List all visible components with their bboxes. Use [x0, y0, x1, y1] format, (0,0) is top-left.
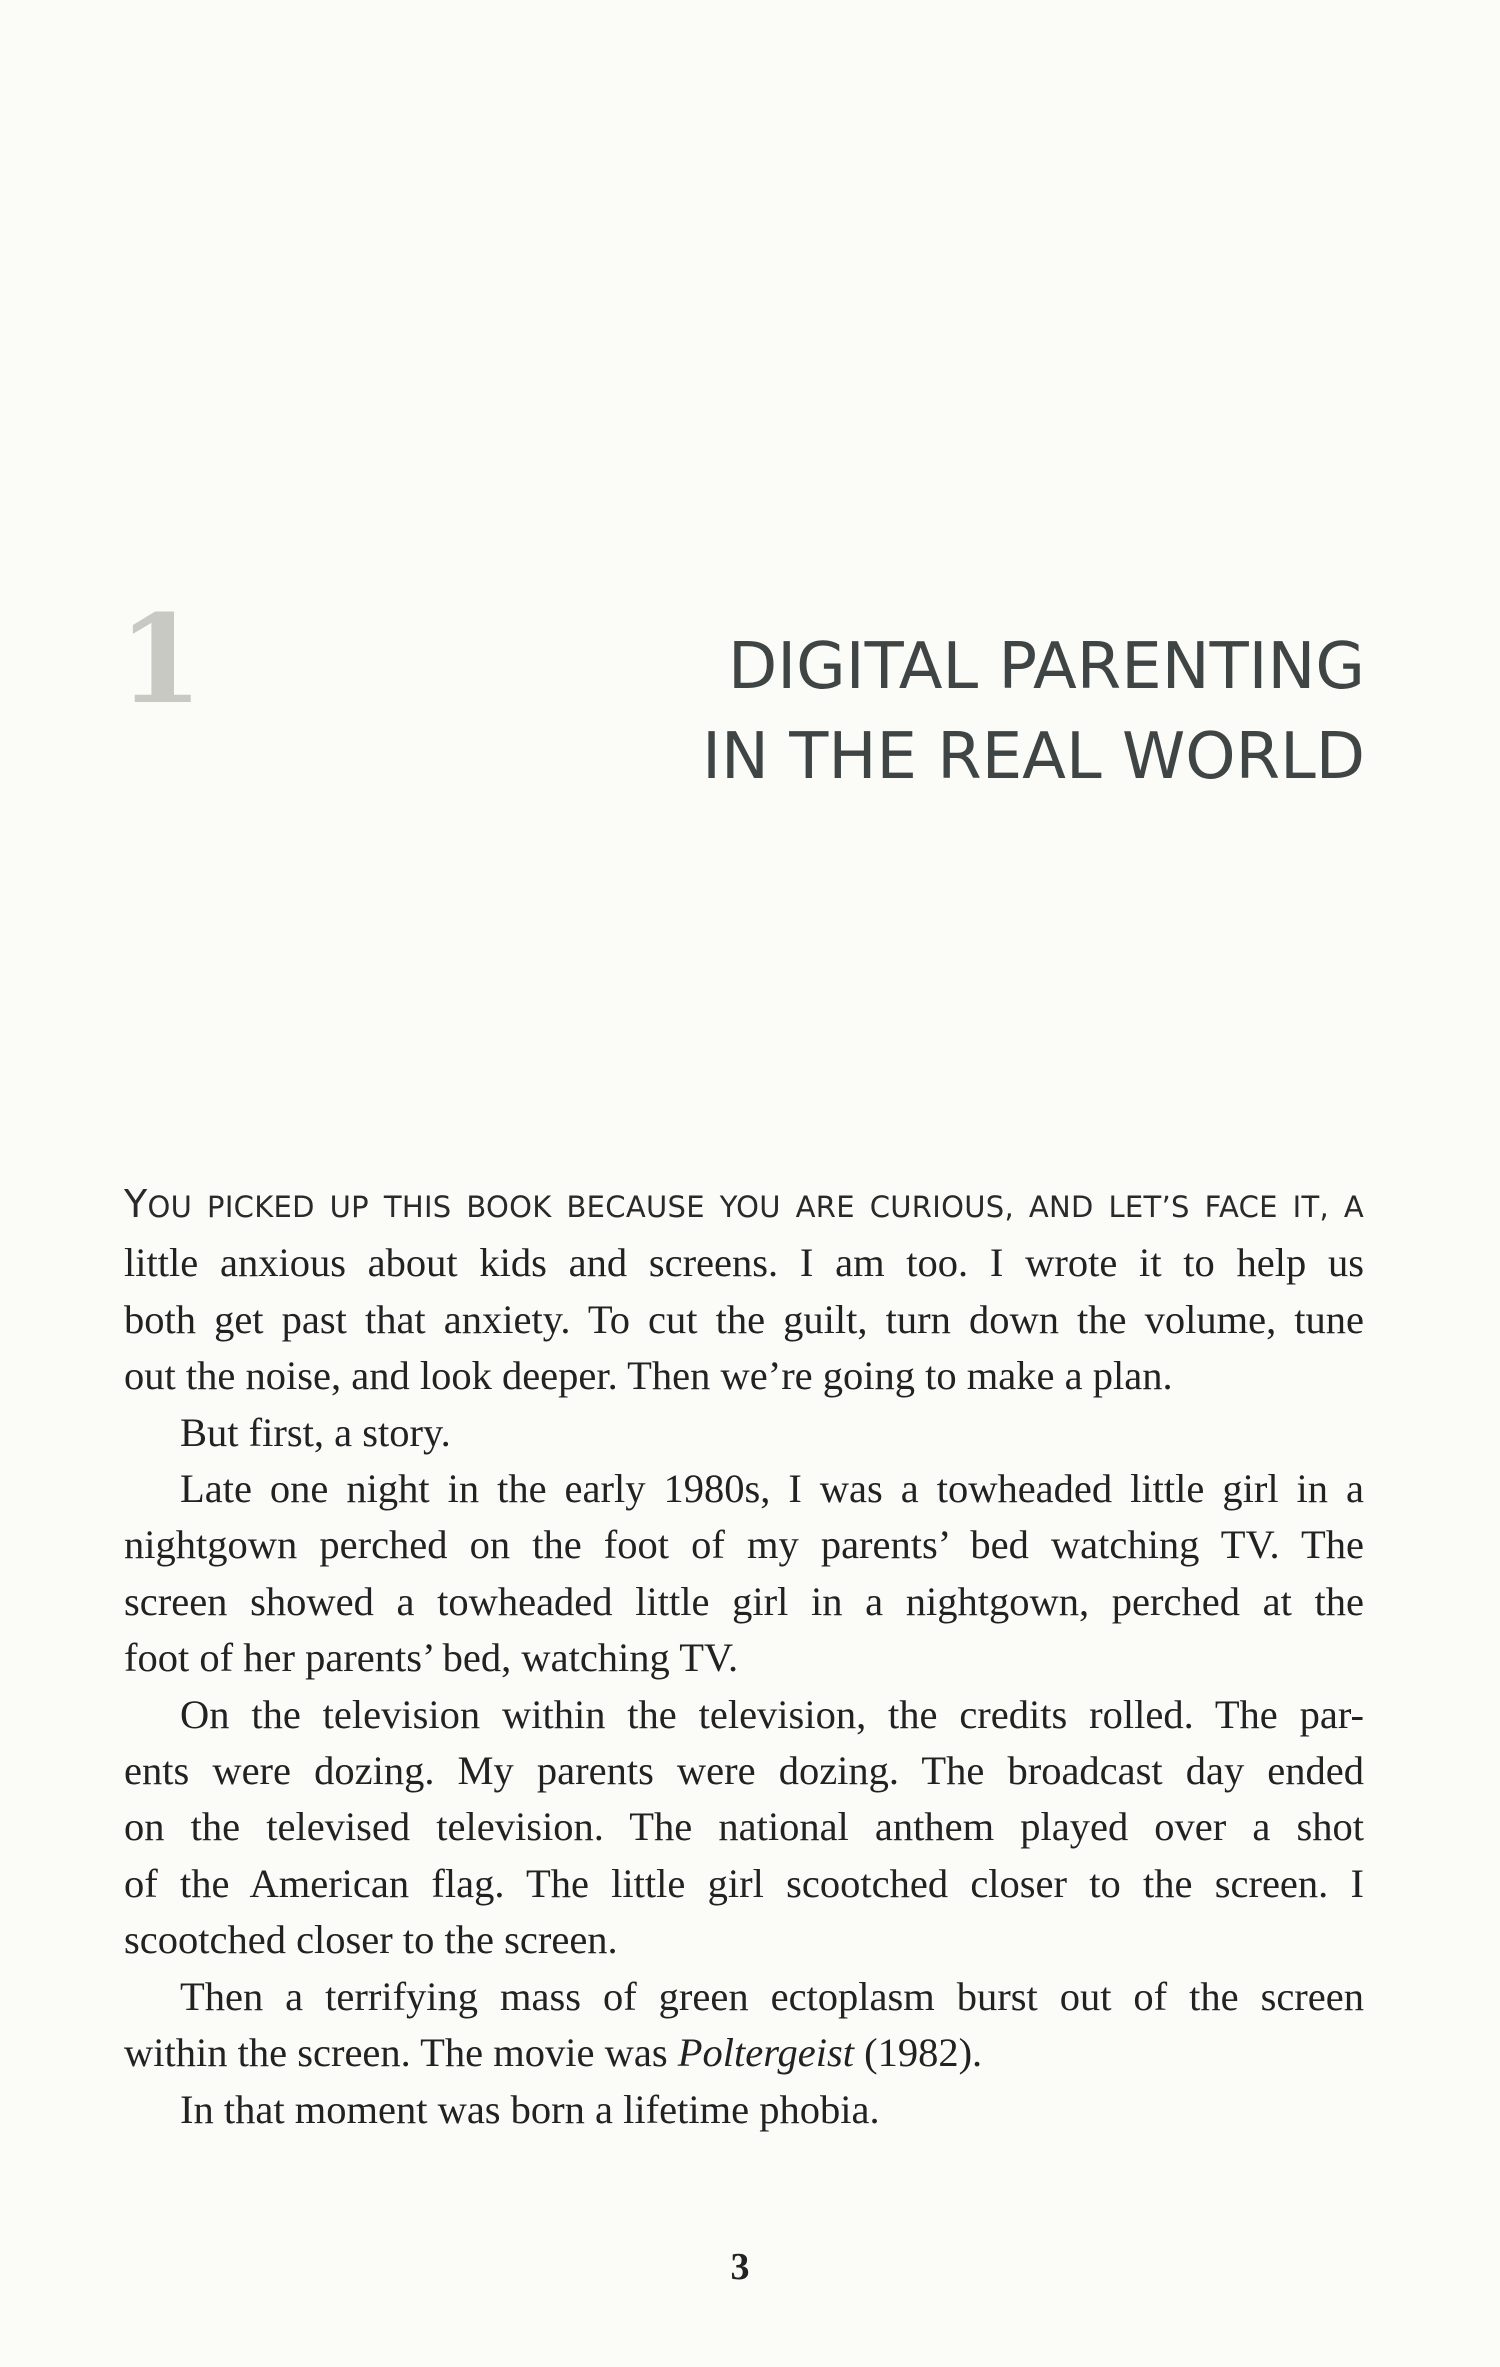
lead-in-smallcaps: OU PICKED UP THIS BOOK BECAUSE YOU ARE CURIOUS, AND LET’S FACE IT, A	[147, 1190, 1364, 1224]
text-line: Then a terrifying mass of green ectoplasm burst out of the screen	[180, 1973, 1364, 2019]
lead-in-line	[124, 1176, 1364, 1235]
chapter-number: 1	[118, 587, 203, 731]
text-line: But first, a story.	[180, 1409, 451, 1455]
text-line-with-title	[124, 2025, 1364, 2081]
text-line: on the televised television. The national anthem played over a shot	[124, 1804, 1364, 1850]
text-line: foot of her parents’ bed, watching TV.	[124, 1635, 739, 1681]
movie-year: (1982).	[853, 2030, 983, 2076]
body-text	[124, 1176, 1364, 2138]
text-line: of the American flag. The little girl scootched closer to the screen. I	[124, 1860, 1364, 1906]
text-line: On the television within the television, the credits rolled. The par-	[180, 1691, 1364, 1737]
text-line: scootched closer to the screen.	[124, 1917, 618, 1963]
text-line: In that moment was born a lifetime phobia.	[180, 2086, 880, 2132]
chapter-title-line-1: DIGITAL PARENTING	[727, 630, 1365, 704]
text-line: ents were dozing. My parents were dozing. The broadcast day ended	[124, 1748, 1364, 1794]
text-line: out the noise, and look deeper. Then we’re going to make a plan.	[124, 1353, 1173, 1399]
chapter-title-line-2: IN THE REAL WORLD	[702, 720, 1365, 794]
text-line: Late one night in the early 1980s, I was a towheaded little girl in a	[180, 1466, 1364, 1512]
text-line: both get past that anxiety. To cut the guilt, turn down the volume, tune	[124, 1296, 1364, 1342]
text-line-start: within the screen. The movie was	[124, 2030, 678, 2076]
text-line: little anxious about kids and screens. I am too. I wrote it to help us	[124, 1240, 1364, 1286]
movie-title: Poltergeist	[677, 2030, 854, 2076]
lead-in-initial: Y	[124, 1182, 148, 1226]
text-line: nightgown perched on the foot of my parents’ bed watching TV. The	[124, 1522, 1364, 1568]
page-number: 3	[730, 2246, 750, 2288]
text-line: screen showed a towheaded little girl in a nightgown, perched at the	[124, 1578, 1364, 1624]
chapter-title	[702, 622, 1365, 802]
